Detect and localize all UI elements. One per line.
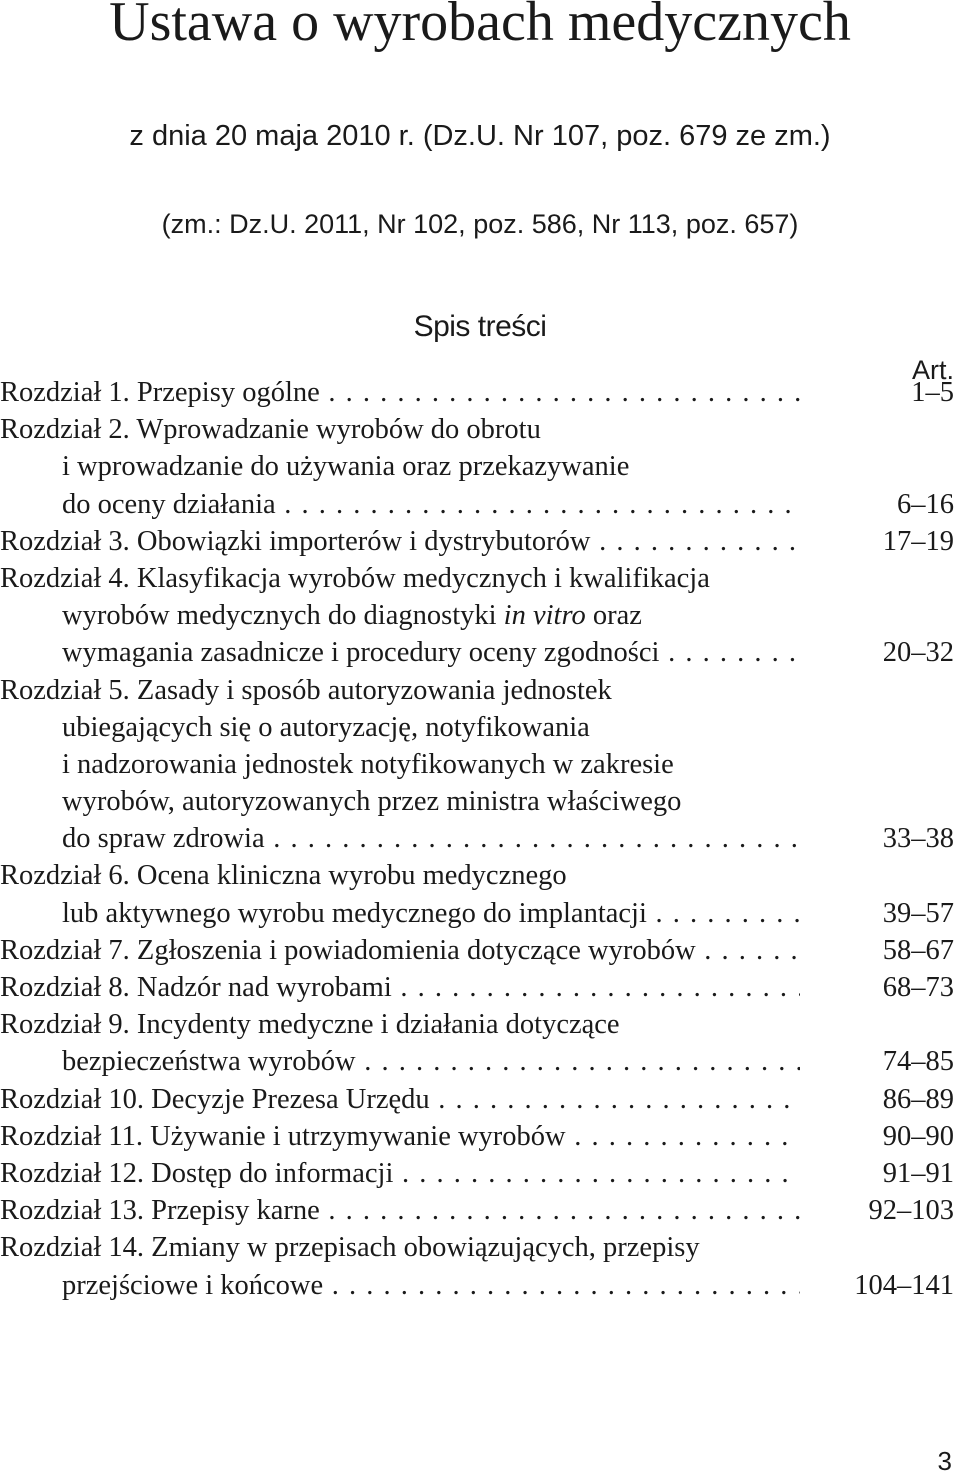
page-number: 3: [937, 1446, 952, 1476]
toc-entry-text: Rozdział 10. Decyzje Prezesa Urzędu . . .: [0, 1081, 800, 1118]
toc-entry-chapter-8[interactable]: [0, 969, 960, 1006]
document-title: Ustawa o wyrobach medycznych: [109, 0, 851, 53]
toc-entry-text: i wprowadzanie do używania oraz przekazywanie: [62, 451, 630, 483]
toc-entry-articles: 104–141: [854, 1269, 954, 1301]
toc-entry-chapter-4-line-3: [0, 634, 960, 671]
toc-entry-chapter-5-line-4: [0, 783, 960, 820]
toc-entry-text: bezpieczeństwa wyrobów . . .: [62, 1043, 800, 1080]
toc-entry-text: Rozdział 3. Obowiązki importerów i dystrybutorów . . .: [0, 523, 800, 560]
toc-entry-chapter-7[interactable]: [0, 932, 960, 969]
toc-entry-articles: 6–16: [897, 488, 954, 520]
toc-entry-chapter-14[interactable]: [0, 1229, 960, 1266]
toc-entry-chapter-1[interactable]: [0, 374, 960, 411]
toc-entry-chapter-2-line-3: [0, 486, 960, 523]
articles-column-header: Art.: [911, 355, 954, 385]
toc-heading: Spis treści: [413, 310, 547, 343]
toc-entry-articles: 20–32: [882, 637, 954, 669]
toc-entry-text: Rozdział 2. Wprowadzanie wyrobów do obrotu: [0, 414, 541, 446]
act-date-subtitle: z dnia 20 maja 2010 r. (Dz.U. Nr 107, poz. 679 ze zm.): [129, 120, 831, 152]
toc-entry-articles: 91–91: [882, 1157, 954, 1189]
in-vitro-italic: in vitro: [503, 600, 586, 632]
toc-entry-text: i nadzorowania jednostek notyfikowanych w zakresie: [62, 748, 674, 780]
toc-entry-text: wymagania zasadnicze i procedury oceny zgodności . . .: [62, 634, 800, 671]
toc-entry-text: Rozdział 4. Klasyfikacja wyrobów medycznych i kwalifikacja: [0, 562, 710, 594]
toc-entry-text: [62, 597, 800, 634]
toc-entry-chapter-5-line-3: [0, 746, 960, 783]
toc-entry-text: Rozdział 6. Ocena kliniczna wyrobu medycznego: [0, 860, 567, 892]
toc-entry-chapter-11[interactable]: [0, 1118, 960, 1155]
toc-entry-text-part: oraz: [592, 600, 642, 632]
toc-entry-chapter-2-line-2: [0, 448, 960, 485]
toc-entry-chapter-9[interactable]: [0, 1006, 960, 1043]
toc-entry-articles: 68–73: [882, 972, 954, 1003]
toc-entry-chapter-5-line-2: [0, 709, 960, 746]
toc-entry-text: do spraw zdrowia . . .: [62, 820, 800, 857]
toc-entry-articles: 90–90: [882, 1120, 954, 1152]
toc-entry-text: ubiegających się o autoryzację, notyfikowania: [62, 711, 590, 743]
toc-entry-chapter-6[interactable]: [0, 857, 960, 894]
toc-entry-text: lub aktywnego wyrobu medycznego do implantacji . . .: [62, 895, 800, 932]
toc-entry-articles: 92–103: [868, 1195, 954, 1227]
toc-entry-articles: 17–19: [882, 525, 954, 557]
toc-entry-text: Rozdział 8. Nadzór nad wyrobami . . .: [0, 969, 800, 1006]
toc-entry-articles: 86–89: [882, 1083, 954, 1115]
toc-entry-text: Rozdział 12. Dostęp do informacji . . .: [0, 1155, 800, 1192]
toc-entry-text: Rozdział 11. Używanie i utrzymywanie wyrobów . . .: [0, 1118, 800, 1155]
toc-entry-chapter-4-line-2: [0, 597, 960, 634]
toc-entry-chapter-6-line-2: [0, 895, 960, 932]
toc-entry-articles: 39–57: [882, 897, 954, 929]
toc-entry-text: do oceny działania . . .: [62, 486, 800, 523]
toc-entry-text: Rozdział 7. Zgłoszenia i powiadomienia dotyczące wyrobów . . .: [0, 932, 800, 969]
toc-entry-chapter-4[interactable]: [0, 560, 960, 597]
toc-entry-chapter-14-line-2: [0, 1267, 960, 1304]
toc-entry-text: wyrobów, autoryzowanych przez ministra właściwego: [62, 786, 682, 818]
toc-entry-articles: 1–5: [911, 377, 954, 408]
table-of-contents: [0, 374, 960, 1304]
toc-entry-text: Rozdział 1. Przepisy ogólne . . .: [0, 374, 800, 411]
toc-entry-articles: 33–38: [882, 823, 954, 855]
toc-entry-text: przejściowe i końcowe . . .: [62, 1267, 800, 1304]
toc-entry-text: Rozdział 9. Incydenty medyczne i działania dotyczące: [0, 1009, 620, 1041]
toc-entry-chapter-2[interactable]: [0, 411, 960, 448]
toc-entry-chapter-10[interactable]: [0, 1081, 960, 1118]
toc-entry-chapter-13[interactable]: [0, 1192, 960, 1229]
amendments-subtitle: (zm.: Dz.U. 2011, Nr 102, poz. 586, Nr 113, poz. 657): [161, 209, 799, 239]
toc-entry-articles: 58–67: [882, 934, 954, 966]
toc-entry-chapter-5-line-5: [0, 820, 960, 857]
toc-entry-chapter-9-line-2: [0, 1043, 960, 1080]
toc-entry-articles: 74–85: [882, 1046, 954, 1078]
toc-entry-chapter-3[interactable]: [0, 523, 960, 560]
toc-entry-text: Rozdział 14. Zmiany w przepisach obowiązujących, przepisy: [0, 1232, 700, 1264]
toc-entry-text: Rozdział 5. Zasady i sposób autoryzowania jednostek: [0, 674, 612, 706]
toc-entry-chapter-12[interactable]: [0, 1155, 960, 1192]
toc-entry-chapter-5[interactable]: [0, 672, 960, 709]
toc-entry-text: Rozdział 13. Przepisy karne . . .: [0, 1192, 800, 1229]
toc-entry-text-part: wyrobów medycznych do diagnostyki: [62, 600, 497, 632]
